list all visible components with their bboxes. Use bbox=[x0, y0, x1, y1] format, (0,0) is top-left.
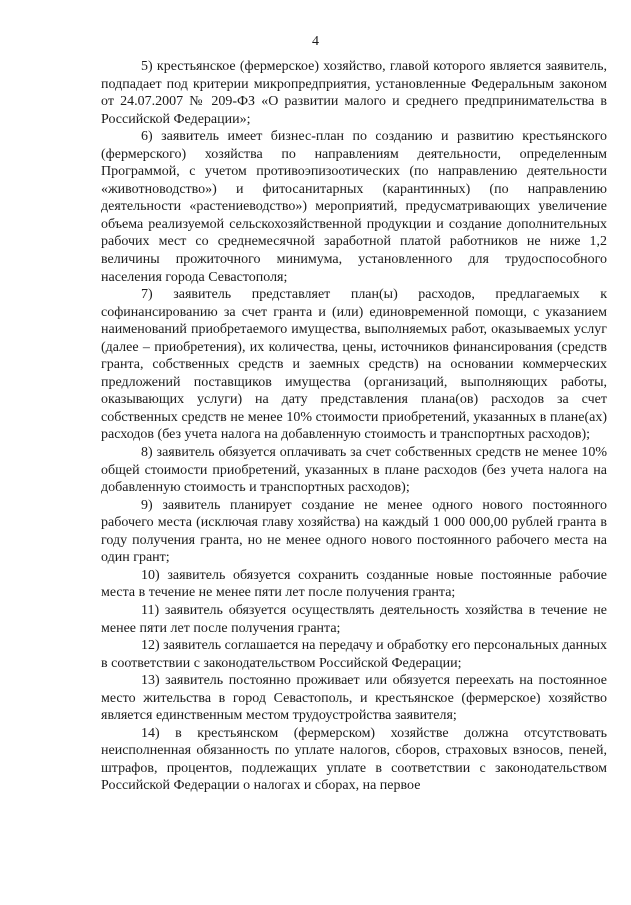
paragraph-12: 12) заявитель соглашается на передачу и обработку его персональных данных в соответствии с законодательством Российской Федерации; bbox=[101, 638, 607, 671]
paragraph-14: 14) в крестьянском (фермерском) хозяйстве должна отсутствовать неисполненная обязанность по уплате налогов, сборов, страховых взносов, пеней, штрафов, процентов, подлежащих уплате в соответствии с законодательством Российской Федерации о налогах и сборах, на первое bbox=[101, 725, 607, 794]
document-body bbox=[101, 58, 607, 795]
paragraph-7: 7) заявитель представляет план(ы) расходов, предлагаемых к софинансированию за счет гранта и (или) единовременной помощи, с указанием наименований приобретаемого имущества, выполняемых работ, оказываемых услуг (далее – приобретения), их количества, цены, источников финансирования (средств гранта, собственных средств и заемных средств) на основании коммерческих предложений поставщиков имущества (организаций, выполняющих работы, оказывающих услуги) на дату представления плана(ов) расходов за счет собственных средств не менее 10% стоимости приобретений, указанных в плане(ах) расходов (без учета налога на добавленную стоимость и транспортных расходов); bbox=[101, 287, 607, 443]
paragraph-8: 8) заявитель обязуется оплачивать за счет собственных средств не менее 10% общей стоимости приобретений, указанных в плане расходов (без учета налога на добавленную стоимость и транспортных расходов); bbox=[101, 445, 607, 496]
paragraph-6: 6) заявитель имеет бизнес-план по созданию и развитию крестьянского (фермерского) хозяйства по направлениям деятельности, определенным Программой, с учетом противоэпизоотических (по направлению деятельности «животноводство») и фитосанитарных (карантинных) (по направлению деятельности «растениеводство») мероприятий, предусматривающих увеличение объема реализуемой сельскохозяйственной продукции и создание дополнительных рабочих мест со среднемесячной заработной платой работников не ниже 1,2 величины прожиточного минимума, установленного для трудоспособного населения города Севастополя; bbox=[101, 129, 607, 285]
paragraph-13: 13) заявитель постоянно проживает или обязуется переехать на постоянное место жительства в город Севастополь, и крестьянское (фермерское) хозяйство является единственным местом трудоустройства заявителя; bbox=[101, 673, 607, 724]
paragraph-9: 9) заявитель планирует создание не менее одного нового постоянного рабочего места (исключая главу хозяйства) на каждый 1 000 000,00 рублей гранта в году получения гранта, но не менее одного нового постоянного рабочего места на один грант; bbox=[101, 497, 607, 566]
page-number: 4 bbox=[312, 34, 319, 49]
paragraph-11: 11) заявитель обязуется осуществлять деятельность хозяйства в течение не менее пяти лет после получения гранта; bbox=[101, 602, 607, 636]
paragraph-10: 10) заявитель обязуется сохранить созданные новые постоянные рабочие места в течение не менее пяти лет после получения гранта; bbox=[101, 567, 607, 601]
paragraph-5: 5) крестьянское (фермерское) хозяйство, главой которого является заявитель, подпадает под критерии микропредприятия, установленные Федеральным законом от 24.07.2007 № 209-ФЗ «О развитии малого и среднего предпринимательства в Российской Федерации»; bbox=[101, 59, 607, 127]
